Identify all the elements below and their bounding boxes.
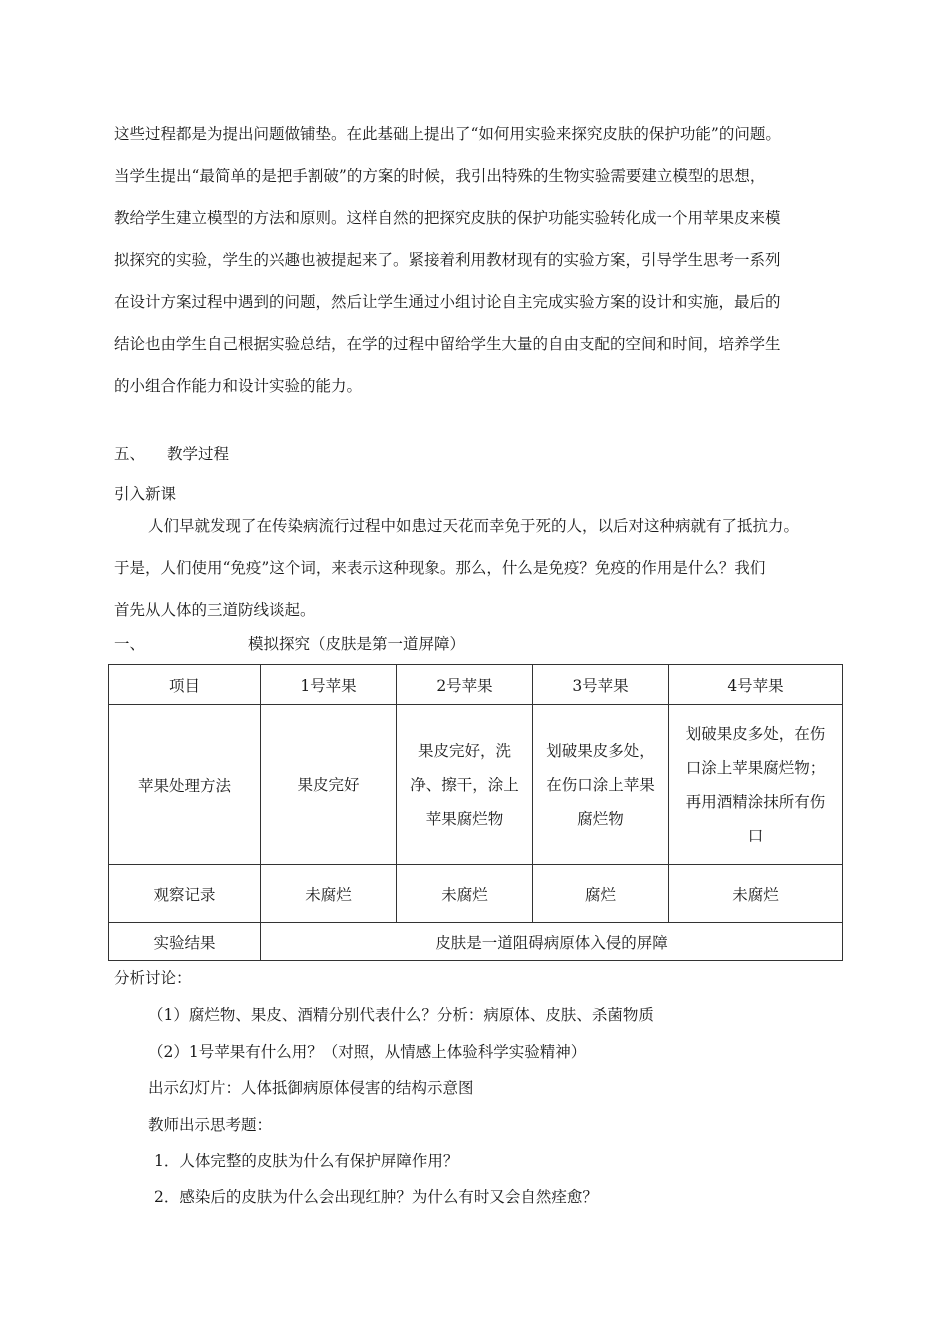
paragraph-line: 于是，人们使用“免疫”这个词，来表示这种现象。那么，什么是免疫？免疫的作用是什么？我们 (114, 559, 766, 577)
question-item: 2．感染后的皮肤为什么会出现红肿？为什么有时又会自然痊愈？ (154, 1188, 598, 1206)
cell-line: 口涂上苹果腐烂物； (685, 758, 826, 777)
table-cell: 未腐烂 (397, 865, 533, 923)
paragraph-line: 教给学生建立模型的方法和原则。这样自然的把探究皮肤的保护功能实验转化成一个用苹果皮来模 (114, 209, 781, 227)
table-cell (533, 705, 669, 865)
analysis-item: （2）1号苹果有什么用？（对照，从情感上体验科学实验精神） (148, 1043, 587, 1061)
analysis-item: （1）腐烂物、果皮、酒精分别代表什么？分析：病原体、皮肤、杀菌物质 (148, 1006, 654, 1024)
cell-line: 在伤口涂上苹果 (546, 775, 655, 794)
section-number: 五、 (114, 445, 146, 463)
cell-line: 划破果皮多处， (546, 741, 655, 760)
paragraph-line: 当学生提出“最简单的是把手割破”的方案的时候，我引出特殊的生物实验需要建立模型的思想， (114, 167, 766, 185)
intro-heading: 引入新课 (114, 485, 177, 503)
teacher-line: 教师出示思考题： (148, 1116, 273, 1134)
experiment-table (108, 664, 843, 961)
section-heading (114, 444, 229, 464)
paragraph-line: 在设计方案过程中遇到的问题，然后让学生通过小组讨论自主完成实验方案的设计和实施，最后的 (114, 293, 781, 311)
table-cell (261, 705, 397, 865)
table-row (109, 705, 843, 865)
cell-line: 净、擦干，涂上 (410, 775, 519, 794)
question-item: 1．人体完整的皮肤为什么有保护屏障作用？ (154, 1152, 459, 1170)
cell-line: 果皮完好，洗 (417, 741, 511, 760)
table-header-cell: 1号苹果 (261, 665, 397, 705)
row-label: 苹果处理方法 (109, 705, 261, 865)
slide-line: 出示幻灯片：人体抵御病原体侵害的结构示意图 (148, 1079, 474, 1097)
table-cell: 腐烂 (533, 865, 669, 923)
paragraph-line: 首先从人体的三道防线谈起。 (114, 601, 316, 619)
paragraph-line: 的小组合作能力和设计实验的能力。 (114, 377, 363, 395)
table-row (109, 923, 843, 961)
table-header-cell: 4号苹果 (669, 665, 843, 705)
cell-line: 苹果腐烂物 (425, 809, 504, 828)
table-header-cell: 3号苹果 (533, 665, 669, 705)
paragraph-line: 这些过程都是为提出问题做铺垫。在此基础上提出了“如何用实验来探究皮肤的保护功能”的问题。 (114, 125, 781, 143)
section-heading (114, 634, 465, 654)
table-header-cell: 2号苹果 (397, 665, 533, 705)
table-header-cell: 项目 (109, 665, 261, 705)
table-cell (669, 705, 843, 865)
section-number: 一、 (114, 635, 146, 653)
table-cell (397, 705, 533, 865)
paragraph-line: 结论也由学生自己根据实验总结，在学的过程中留给学生大量的自由支配的空间和时间，培养学生 (114, 335, 781, 353)
cell-line: 口 (747, 826, 764, 845)
cell-line: 腐烂物 (577, 809, 624, 828)
cell-line: 果皮完好 (297, 775, 360, 794)
section-title: 教学过程 (167, 445, 230, 463)
table-row (109, 865, 843, 923)
paragraph-line: 拟探究的实验，学生的兴趣也被提起来了。紧接着利用教材现有的实验方案，引导学生思考一系列 (114, 251, 781, 269)
table-cell: 未腐烂 (669, 865, 843, 923)
cell-line: 再用酒精涂抹所有伤 (685, 792, 826, 811)
table-header-row (109, 665, 843, 705)
table-cell: 皮肤是一道阻碍病原体入侵的屏障 (261, 923, 843, 961)
analysis-heading: 分析讨论： (114, 969, 192, 987)
paragraph-line: 人们早就发现了在传染病流行过程中如患过天花而幸免于死的人，以后对这种病就有了抵抗力。 (148, 517, 800, 535)
cell-line: 划破果皮多处，在伤 (685, 724, 826, 743)
row-label: 观察记录 (109, 865, 261, 923)
table-cell: 未腐烂 (261, 865, 397, 923)
section-title: 模拟探究（皮肤是第一道屏障） (248, 635, 466, 653)
row-label: 实验结果 (109, 923, 261, 961)
